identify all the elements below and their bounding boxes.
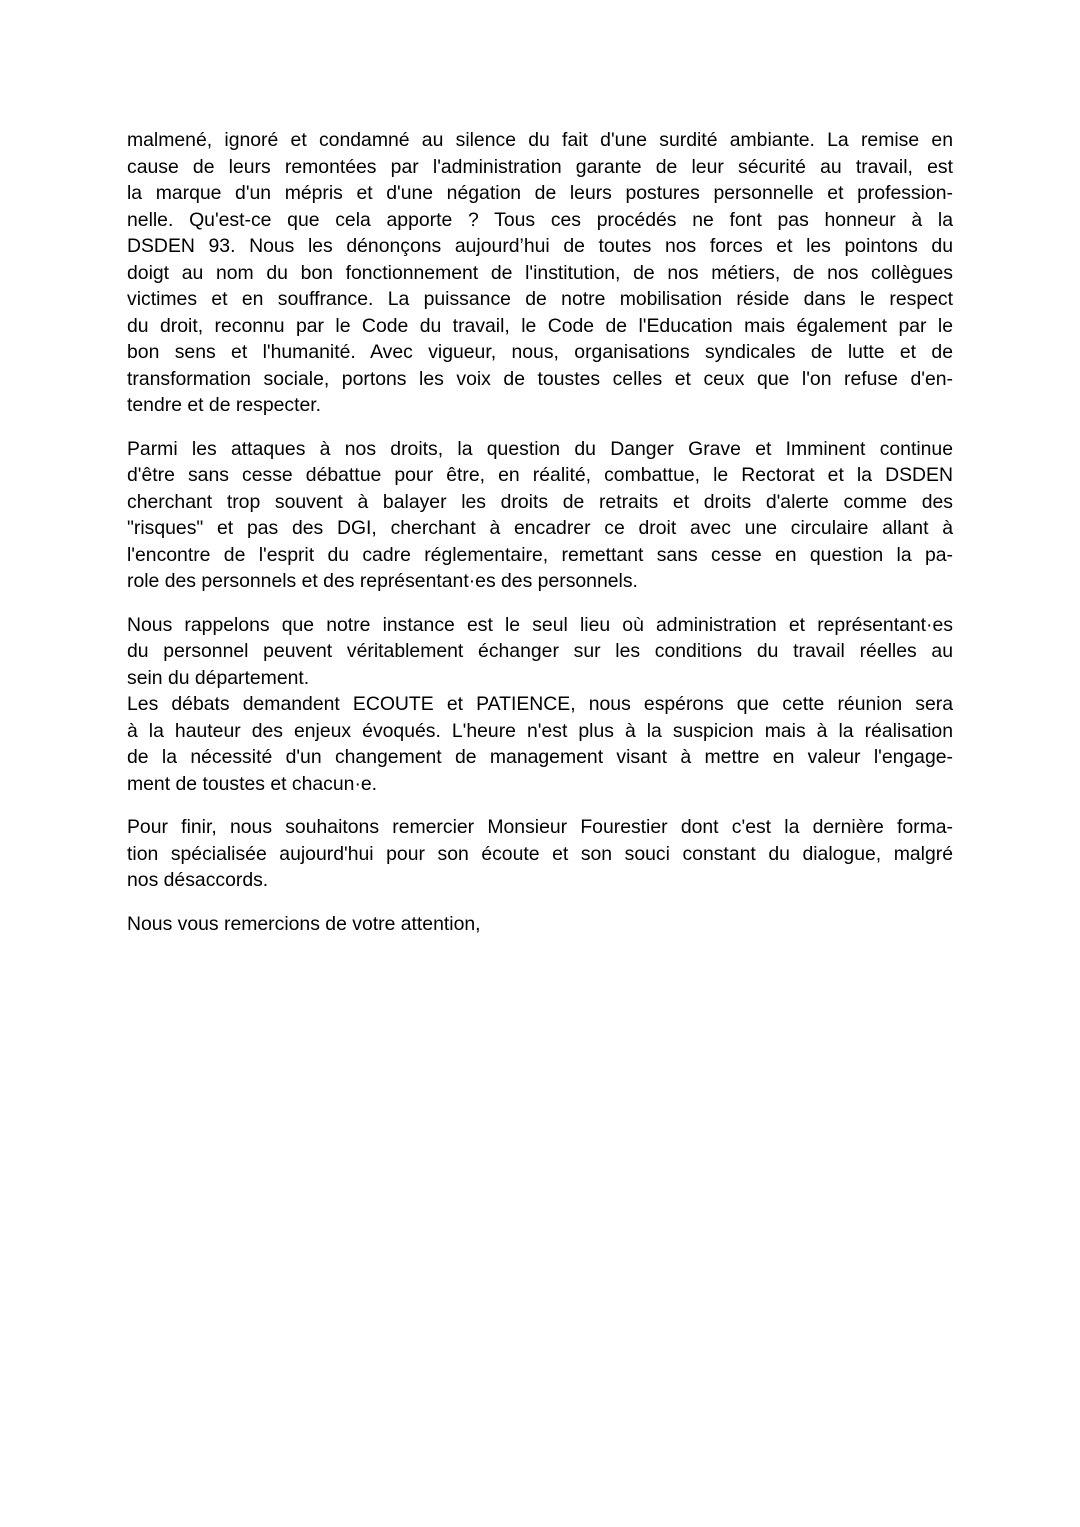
text-line: à la hauteur des enjeux évoqués. L'heure n'est plus à la suspicion mais à la réalisation [127, 719, 953, 742]
text-line: Nous rappelons que notre instance est le seul lieu où administration et représentant·es [127, 613, 953, 636]
paragraph [127, 911, 953, 938]
paragraph [127, 814, 953, 894]
text-line: cause de leurs remontées par l'administration garante de leur sécurité au travail, est [127, 155, 953, 178]
text-line: DSDEN 93. Nous les dénonçons aujourd’hui de toutes nos forces et les pointons du [127, 235, 953, 257]
text-line: doigt au nom du bon fonctionnement de l'institution, de nos métiers, de nos collègues [127, 261, 953, 284]
text-line: role des personnels et des représentant·es des personnels. [127, 570, 638, 592]
paragraph [127, 436, 953, 595]
document-page [127, 127, 953, 954]
text-line: l'encontre de l'esprit du cadre réglementaire, remettant sans cesse en question la pa- [127, 543, 953, 566]
text-line: de la nécessité d'un changement de management visant à mettre en valeur l'engage- [127, 746, 953, 768]
text-line: Les débats demandent ECOUTE et PATIENCE, nous espérons que cette réunion sera [127, 693, 953, 715]
text-line: victimes et en souffrance. La puissance de notre mobilisation réside dans le respect [127, 288, 953, 310]
text-line: Nous vous remercions de votre attention, [127, 912, 481, 935]
text-line: ment de toustes et chacun·e. [127, 772, 378, 795]
paragraph [127, 612, 953, 798]
text-line: "risques" et pas des DGI, cherchant à encadrer ce droit avec une circulaire allant à [127, 517, 953, 539]
text-line: tion spécialisée aujourd'hui pour son écoute et son souci constant du dialogue, malgré [127, 842, 953, 865]
text-line: nelle. Qu'est-ce que cela apporte ? Tous ces procédés ne font pas honneur à la [127, 208, 953, 231]
text-line: du personnel peuvent véritablement échanger sur les conditions du travail réelles au [127, 640, 953, 662]
paragraph [127, 127, 953, 419]
text-line: tendre et de respecter. [127, 394, 322, 416]
text-line: transformation sociale, portons les voix de toustes celles et ceux que l'on refuse d'en- [127, 367, 953, 390]
text-line: malmené, ignoré et condamné au silence du fait d'une surdité ambiante. La remise en [127, 129, 953, 151]
text-line: la marque d'un mépris et d'une négation de leurs postures personnelle et profession- [127, 182, 953, 204]
text-line: cherchant trop souvent à balayer les droits de retraits et droits d'alerte comme des [127, 490, 953, 513]
text-line: Pour finir, nous souhaitons remercier Monsieur Fourestier dont c'est la dernière forma- [127, 816, 953, 838]
text-line: du droit, reconnu par le Code du travail, le Code de l'Education mais également par le [127, 314, 953, 337]
text-line: nos désaccords. [127, 869, 269, 891]
text-line: sein du département. [127, 666, 310, 689]
text-line: bon sens et l'humanité. Avec vigueur, nous, organisations syndicales de lutte et de [127, 341, 953, 363]
text-line: Parmi les attaques à nos droits, la question du Danger Grave et Imminent continue [127, 437, 953, 460]
text-line: d'être sans cesse débattue pour être, en réalité, combattue, le Rectorat et la DSDEN [127, 464, 953, 486]
